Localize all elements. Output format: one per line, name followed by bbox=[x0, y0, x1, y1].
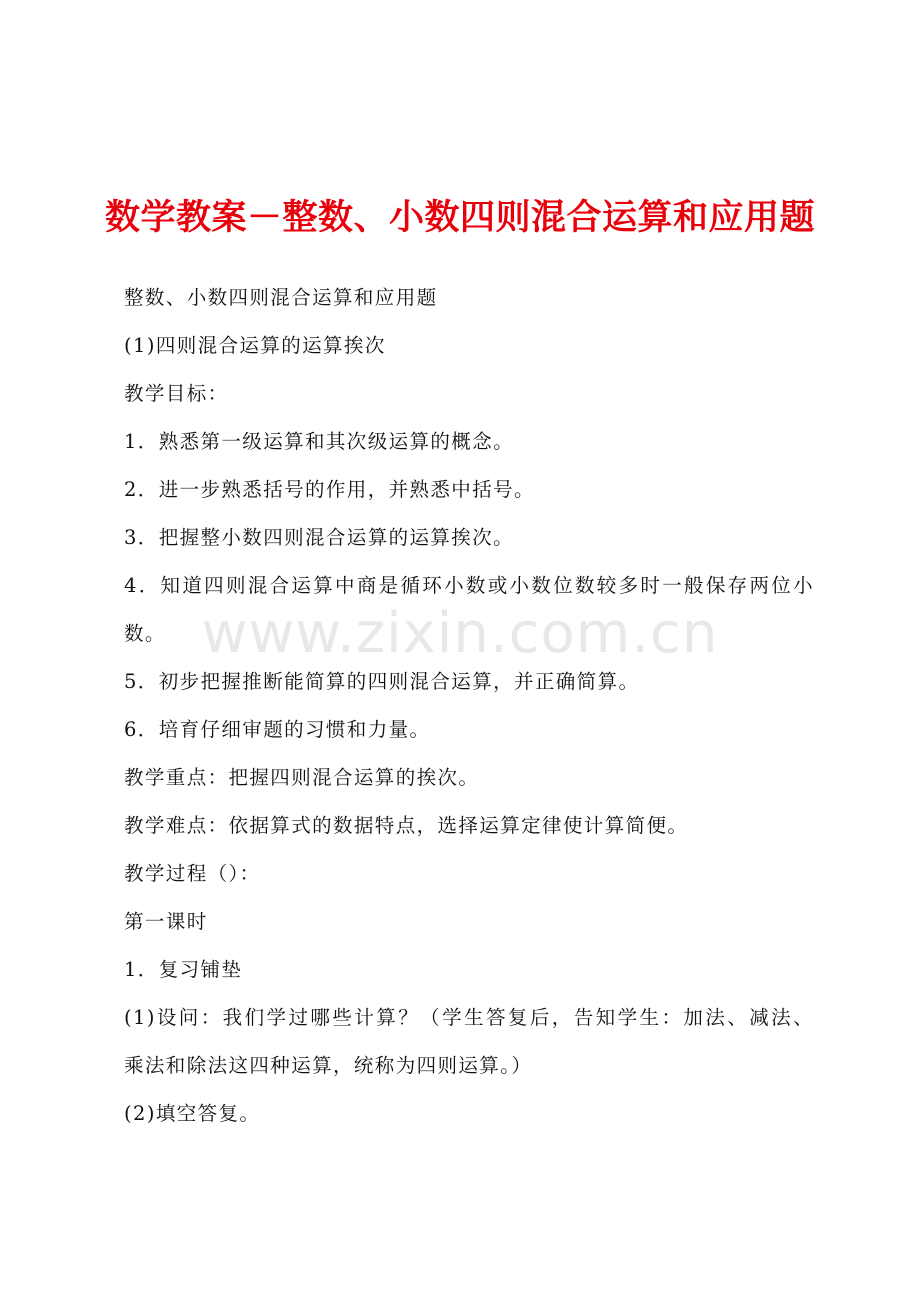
body-line-objective-3: 3．把握整小数四则混合运算的运算挨次。 bbox=[124, 526, 515, 549]
document-body bbox=[124, 274, 814, 1138]
body-line-objective-4-cont: 数。 bbox=[124, 622, 166, 645]
watermark: www.zixin.com.cn bbox=[201, 601, 719, 666]
body-line-objective-4: 4．知道四则混合运算中商是循环小数或小数位数较多时一般保存两位小 bbox=[124, 574, 814, 597]
body-line-review: 1．复习铺垫 bbox=[124, 958, 243, 981]
body-line-objective-5: 5．初步把握推断能简算的四则混合运算，并正确简算。 bbox=[124, 670, 640, 693]
body-line-key-point: 教学重点：把握四则混合运算的挨次。 bbox=[124, 766, 480, 789]
body-line-process-label: 教学过程（）： bbox=[124, 862, 261, 885]
body-line-objective-1: 1．熟悉第一级运算和其次级运算的概念。 bbox=[124, 430, 515, 453]
body-line-fill-blank: (2)填空答复。 bbox=[124, 1102, 261, 1125]
body-line-objectives-label: 教学目标： bbox=[124, 382, 229, 405]
body-line-objective-6: 6．培育仔细审题的习惯和力量。 bbox=[124, 718, 431, 741]
document-title: 数学教案－整数、小数四则混合运算和应用题 bbox=[104, 198, 815, 238]
body-line-first-lesson: 第一课时 bbox=[124, 910, 208, 933]
body-line-difficulty: 教学难点：依据算式的数据特点，选择运算定律使计算简便。 bbox=[124, 814, 689, 837]
body-line-heading: 整数、小数四则混合运算和应用题 bbox=[124, 286, 438, 309]
body-line-section: (1)四则混合运算的运算挨次 bbox=[124, 334, 386, 357]
body-line-question: (1)设问：我们学过哪些计算？（学生答复后，告知学生：加法、减法、 bbox=[124, 1006, 814, 1029]
body-line-question-cont: 乘法和除法这四种运算，统称为四则运算。） bbox=[124, 1054, 533, 1077]
body-line-objective-2: 2．进一步熟悉括号的作用，并熟悉中括号。 bbox=[124, 478, 535, 501]
